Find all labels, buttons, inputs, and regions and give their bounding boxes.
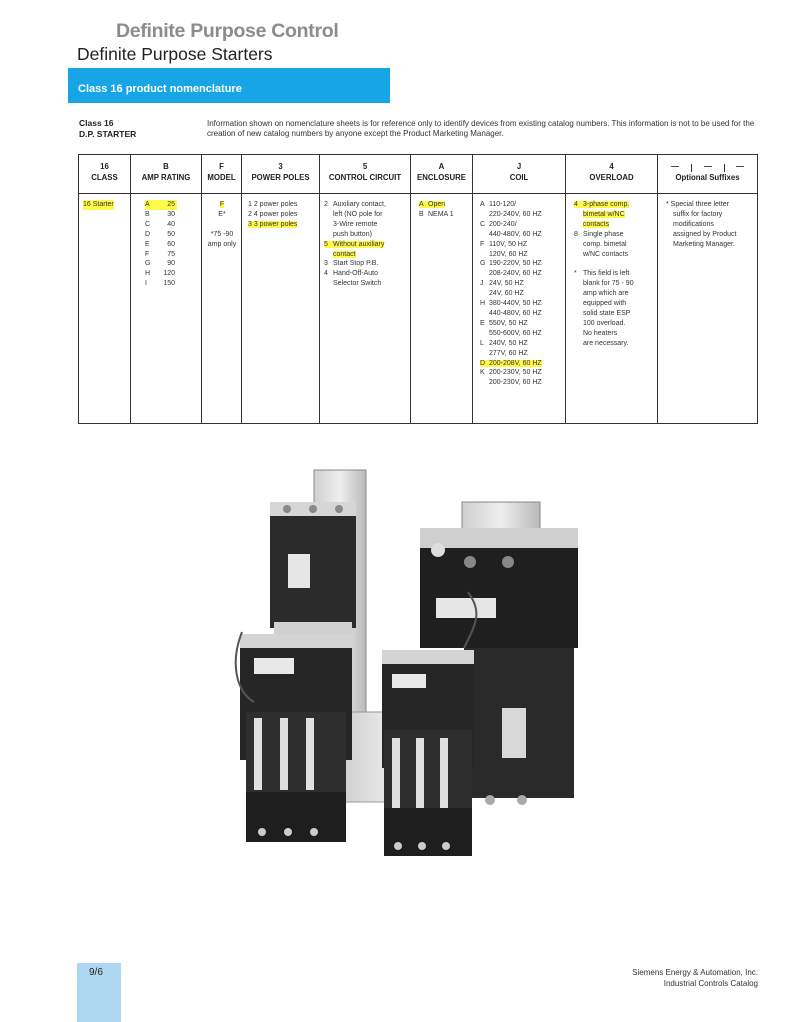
list-item: 3 3 power poles (248, 220, 298, 228)
model-f: F (219, 201, 225, 208)
footer-catalog: Industrial Controls Catalog (663, 978, 758, 988)
list-item: A 110-120/ (480, 201, 517, 208)
list-item: 208-240V, 60 HZ (489, 270, 542, 278)
list-item: 3 Start Stop P.B. (324, 260, 379, 268)
list-item: C 40 (145, 220, 175, 228)
list-item: 220-240V, 60 HZ (489, 210, 542, 218)
list-item: equipped with (583, 300, 627, 308)
column-name: CLASS (91, 173, 118, 182)
list-item: 2 4 power poles (248, 210, 298, 218)
list-item: I 150 (145, 280, 175, 288)
column-amp-rating (131, 194, 202, 423)
column-name: Optional Suffixes (675, 173, 740, 182)
list-item: K 200-230V, 50 HZ (480, 369, 542, 377)
list-item: assigned by Product (673, 230, 737, 238)
page-number-tab (77, 963, 121, 1022)
column-header-model (202, 155, 242, 193)
column-header-power-poles (242, 155, 320, 193)
column-model (202, 194, 242, 423)
column-class (79, 194, 131, 423)
list-item: H 380-440V, 50 HZ (480, 300, 542, 308)
list-item: 5 Without auxiliary (324, 240, 385, 248)
product-photo (232, 462, 584, 874)
column-name: OVERLOAD (589, 173, 634, 182)
model-note: *75 -90 (210, 230, 234, 238)
list-item: A Open (419, 201, 446, 208)
column-header-enclosure (411, 155, 473, 193)
column-header-coil (473, 155, 566, 193)
class-label-line2: D.P. STARTER (79, 128, 137, 139)
starter-small-left (240, 634, 352, 842)
model-e: E* (218, 210, 226, 218)
column-name: MODEL (207, 173, 236, 182)
list-item: A 25 (145, 201, 175, 208)
list-item: J 24V, 50 HZ (480, 280, 524, 288)
list-item: push button) (333, 230, 372, 238)
list-item: C 200-240/ (480, 220, 517, 228)
class-label-line1: Class 16 (79, 118, 114, 128)
list-item: 440-480V, 60 HZ (489, 309, 542, 317)
amp-rating-list (145, 200, 177, 289)
list-item: Selector Switch (333, 280, 382, 288)
list-item: 120V, 60 HZ (489, 250, 528, 258)
list-item: F 110V, 50 HZ (480, 240, 528, 248)
list-item: D 50 (145, 230, 175, 238)
list-item: modifications (673, 220, 714, 228)
column-overload (566, 194, 658, 423)
list-item: w/NC contacts (583, 250, 629, 258)
column-code: 5 (362, 162, 368, 171)
list-item: 1 2 power poles (248, 201, 298, 208)
column-optional-suffixes (658, 194, 757, 423)
list-item: are necessary. (583, 339, 629, 347)
column-code: 3 (278, 162, 283, 171)
column-code: J (516, 162, 522, 171)
info-paragraph: Information shown on nomenclature sheets is for reference only to identify devices from existing catalog numbers. This information is not to be used for the creation of new catalog numbers by anyone except the Product Marketing Manager. (207, 119, 755, 138)
table-header-row (79, 155, 757, 194)
column-code: B (163, 162, 169, 171)
list-item: 24V, 60 HZ (489, 290, 524, 298)
section-band (68, 68, 390, 103)
model-note: amp only (207, 240, 237, 248)
suffix-dashes (658, 161, 757, 172)
list-item: 3-Wire remote (333, 220, 378, 228)
class-label (79, 118, 136, 139)
column-header-overload (566, 155, 658, 193)
column-code: 16 (100, 162, 109, 171)
list-item: Marketing Manager. (673, 240, 735, 248)
list-item: 550-600V, 60 HZ (489, 329, 542, 337)
nomenclature-table (78, 154, 758, 424)
list-item: contacts (583, 220, 610, 228)
column-header-class (79, 155, 131, 193)
column-header-optional-suffixes (658, 155, 757, 193)
list-item: left (NO pole for (333, 210, 383, 218)
list-item: E 60 (145, 240, 175, 248)
column-name: CONTROL CIRCUIT (328, 173, 402, 182)
list-item: 4 3-phase comp. (574, 201, 630, 208)
suffix-dash: — (704, 162, 712, 171)
column-enclosure (411, 194, 473, 423)
column-coil (473, 194, 566, 423)
column-name: AMP RATING (141, 173, 191, 182)
page-title: Definite Purpose Starters (77, 44, 273, 64)
column-power-poles (242, 194, 320, 423)
list-item: G 190-220V, 50 HZ (480, 260, 542, 268)
column-control-circuit (320, 194, 411, 423)
list-item: L 240V, 50 HZ (480, 339, 528, 347)
section-band-label: Class 16 product nomenclature (78, 83, 242, 95)
list-item: 200-230V, 60 HZ (489, 379, 542, 387)
list-item: comp. bimetal (583, 240, 627, 248)
suffix-dash: — (736, 162, 744, 171)
list-item: 4 Hand-Off-Auto (324, 270, 379, 278)
class-entry: 16 Starter (83, 201, 114, 208)
list-item: 8 Single phase (574, 230, 624, 238)
list-item: G 90 (145, 260, 175, 268)
list-item: amp which are (583, 290, 629, 298)
list-item: suffix for factory (673, 210, 723, 218)
list-item: F 75 (145, 250, 175, 258)
contactor-large-left (270, 502, 356, 638)
list-item: * Special three letter (666, 201, 730, 208)
column-name: POWER POLES (251, 173, 310, 182)
list-item: H 120 (145, 270, 175, 278)
column-code: F (219, 162, 224, 171)
column-header-amp-rating (131, 155, 202, 193)
list-item: 277V, 60 HZ (489, 349, 528, 357)
column-name: COIL (509, 173, 529, 182)
column-code: 4 (609, 162, 614, 171)
list-item: B 30 (145, 210, 175, 218)
list-item: contact (333, 250, 356, 258)
section-title: Definite Purpose Control (116, 20, 339, 42)
page-number: 9/6 (89, 967, 103, 978)
list-item: 440-480V, 60 HZ (489, 230, 542, 238)
list-item: B NEMA 1 (419, 210, 454, 218)
suffix-dash: — (671, 162, 679, 171)
list-item: 100 overload. (583, 319, 626, 327)
list-item: D 200-208V, 60 HZ (480, 359, 542, 367)
footer-company: Siemens Energy & Automation, Inc. (632, 968, 758, 977)
list-item: blank for 75 - 90 (583, 280, 634, 288)
list-item: * This field is left (574, 270, 630, 278)
list-item: bimetal w/NC (583, 210, 625, 218)
column-name: ENCLOSURE (417, 173, 466, 182)
list-item: E 550V, 50 HZ (480, 319, 528, 327)
list-item: No heaters (583, 329, 618, 337)
column-header-control-circuit (320, 155, 411, 193)
list-item: 2 Auxiliary contact, (324, 201, 386, 208)
footer (632, 968, 758, 989)
starter-small-middle (382, 650, 474, 856)
list-item: solid state ESP (583, 309, 631, 317)
column-code: A (438, 162, 445, 171)
